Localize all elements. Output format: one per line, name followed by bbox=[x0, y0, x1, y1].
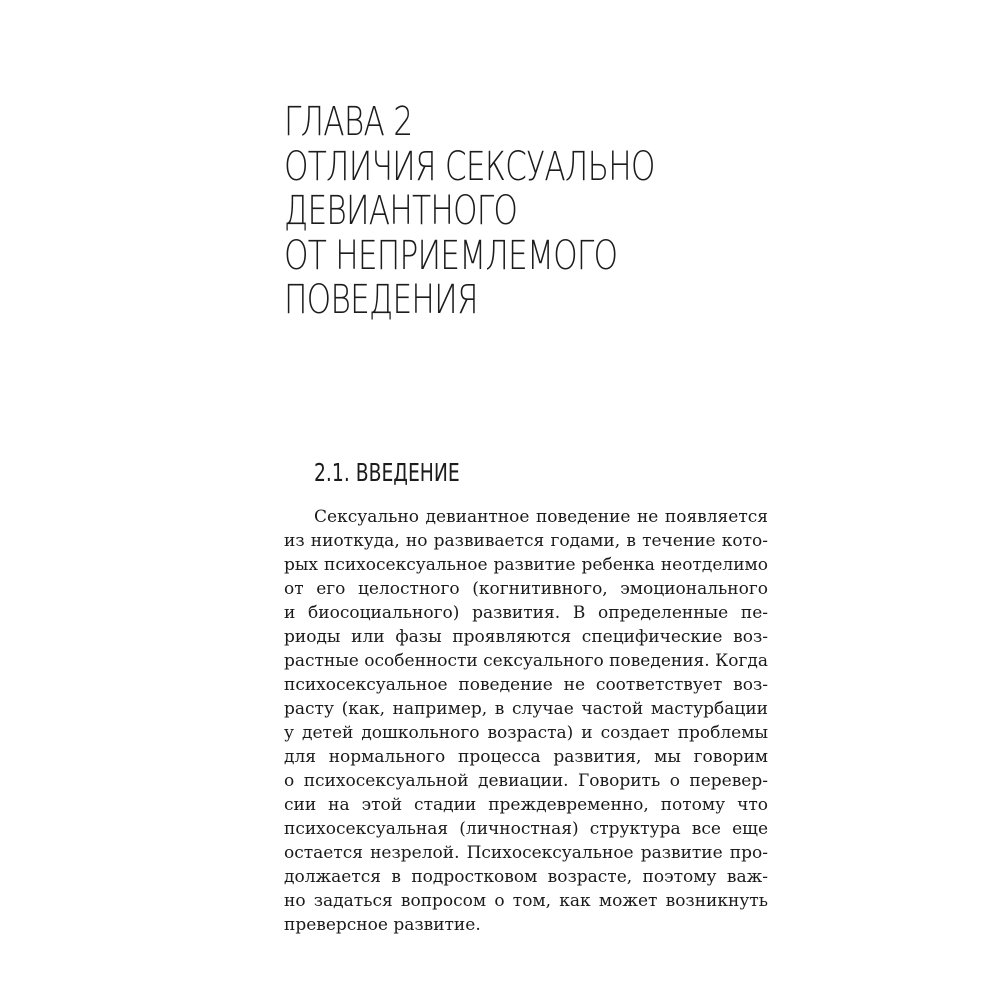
paragraph-line: из ниоткуда, но развивается годами, в течение кото- bbox=[284, 531, 768, 551]
paragraph-line: но задаться вопросом о том, как может возникнуть bbox=[284, 891, 768, 911]
paragraph-line: и биосоциального) развития. В определенные пе- bbox=[284, 603, 768, 623]
paragraph-line: психосексуальное поведение не соответствует воз- bbox=[284, 675, 768, 695]
paragraph-line: остается незрелой. Психосексуальное развитие про- bbox=[284, 843, 768, 863]
paragraph-line: сии на этой стадии преждевременно, потому что bbox=[284, 795, 768, 815]
section-heading: 2.1. ВВЕДЕНИЕ bbox=[314, 458, 460, 487]
paragraph-line: риоды или фазы проявляются специфические воз- bbox=[284, 627, 768, 647]
paragraph-line: расту (как, например, в случае частой мастурбации bbox=[284, 699, 768, 719]
chapter-number: ГЛАВА 2 bbox=[284, 99, 413, 145]
paragraph-line: растные особенности сексуального поведения. Когда bbox=[284, 651, 768, 671]
chapter-title-line: ОТЛИЧИЯ СЕКСУАЛЬНО bbox=[284, 143, 655, 190]
chapter-title-line: ПОВЕДЕНИЯ bbox=[284, 277, 478, 323]
paragraph-line: должается в подростковом возрасте, поэтому важ- bbox=[284, 867, 768, 887]
chapter-title bbox=[284, 100, 784, 323]
paragraph-line: рых психосексуальное развитие ребенка неотделимо bbox=[284, 555, 768, 575]
paragraph-line: для нормального процесса развития, мы говорим bbox=[284, 747, 768, 767]
paragraph-line: Сексуально девиантное поведение не появляется bbox=[314, 507, 768, 527]
chapter-title-line: ОТ НЕПРИЕМЛЕМОГО bbox=[284, 232, 618, 279]
paragraph-line: психосексуальная (личностная) структура все еще bbox=[284, 819, 768, 839]
paragraph-line: от его целостного (когнитивного, эмоционального bbox=[284, 579, 768, 599]
paragraph-line: о психосексуальной девиации. Говорить о перевер- bbox=[284, 771, 768, 791]
chapter-title-line: ДЕВИАНТНОГО bbox=[284, 188, 518, 234]
body-paragraph bbox=[284, 505, 768, 937]
paragraph-line: у детей дошкольного возраста) и создает проблемы bbox=[284, 723, 768, 743]
paragraph-line: преверсное развитие. bbox=[284, 915, 481, 935]
